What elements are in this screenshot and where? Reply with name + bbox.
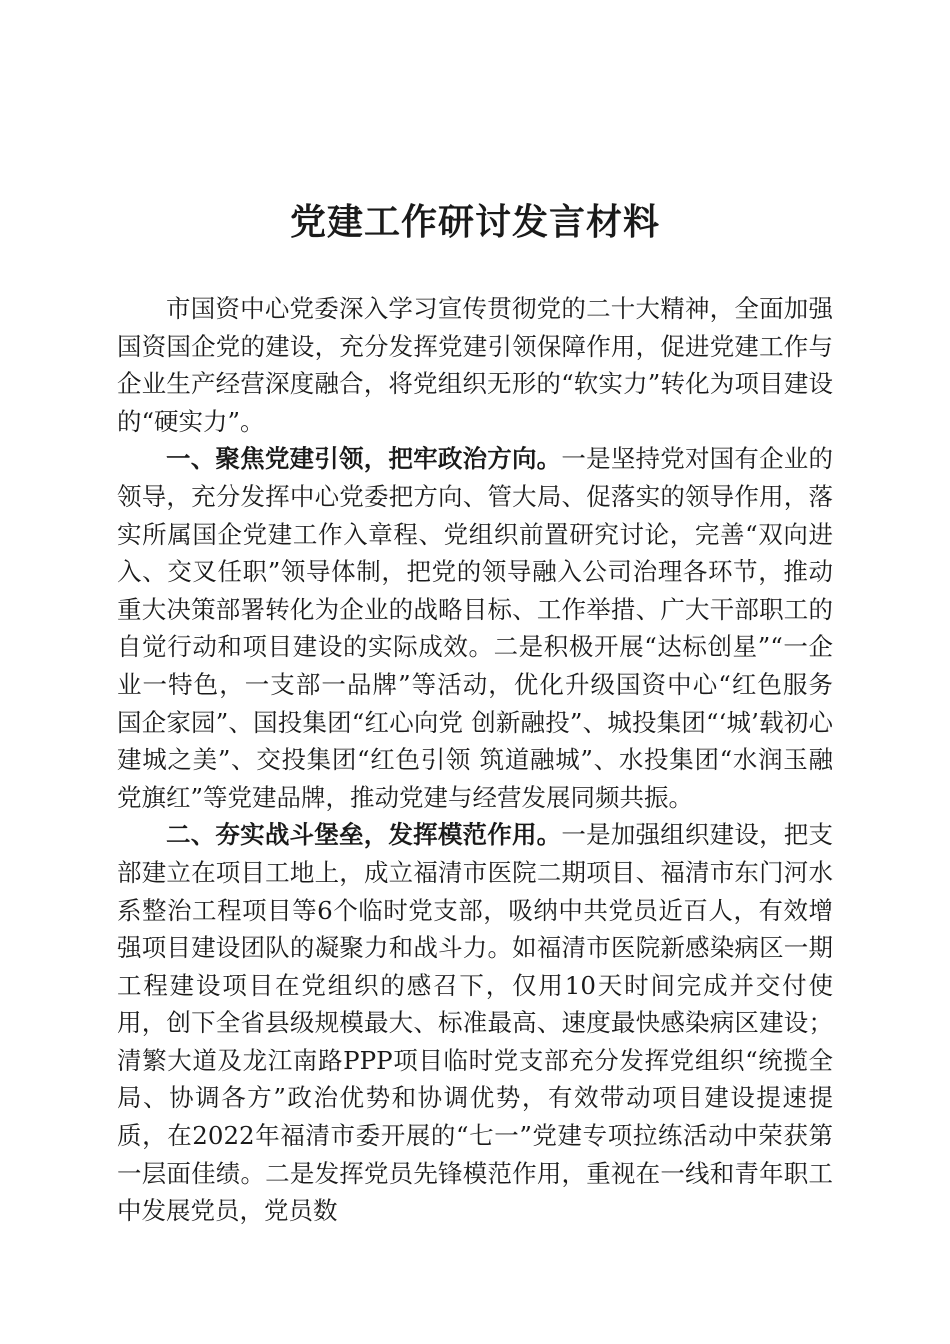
section-text-1: 一是坚持党对国有企业的领导，充分发挥中心党委把方向、管大局、促落实的领导作用，落实所属国企党建工作入章程、党组织前置研究讨论，完善“双向进入、交叉任职”领导体制，把党的领导融入公司治理各环节，推动重大决策部署转化为企业的战略目标、工作举措、广大干部职工的自觉行动和项目建设的实际成效。二是积极开展“达标创星”“一企业一特色，一支部一品牌”等活动，优化升级国资中心“红色服务 国企家园”、国投集团“红心向党 创新融投”、城投集团“‘城’载初心 建城之美”、交投集团“红色引领 筑道融城”、水投集团“水润玉融党旗红”等党建品牌，推动党建与经营发展同频共振。 xyxy=(117,444,834,812)
document-title: 党建工作研讨发言材料 xyxy=(289,201,660,243)
section-paragraph-2 xyxy=(117,816,833,1230)
section-paragraph-1 xyxy=(117,440,833,816)
section-heading-1: 一、聚焦党建引领，把牢政治方向。 xyxy=(166,444,562,474)
section-heading-2: 二、夯实战斗堡垒，发挥模范作用。 xyxy=(166,820,562,850)
document-body xyxy=(117,290,833,1230)
intro-paragraph: 市国资中心党委深入学习宣传贯彻党的二十大精神，全面加强国资国企党的建设，充分发挥党建引领保障作用，促进党建工作与企业生产经营深度融合，将党组织无形的“软实力”转化为项目建设的“硬实力”。 xyxy=(117,294,833,436)
section-text-2: 一是加强组织建设，把支部建立在项目工地上，成立福清市医院二期项目、福清市东门河水系整治工程项目等6个临时党支部，吸纳中共党员近百人，有效增强项目建设团队的凝聚力和战斗力。如福清市医院新感染病区一期工程建设项目在党组织的感召下，仅用10天时间完成并交付使用，创下全省县级规模最大、标准最高、速度最快感染病区建设；清繁大道及龙江南路PPP项目临时党支部充分发挥党组织“统揽全局、协调各方”政治优势和协调优势，有效带动项目建设提速提质，在2022年福清市委开展的“七一”党建专项拉练活动中荣获第一层面佳绩。二是发挥党员先锋模范作用，重视在一线和青年职工中发展党员，党员数 xyxy=(117,820,834,1226)
